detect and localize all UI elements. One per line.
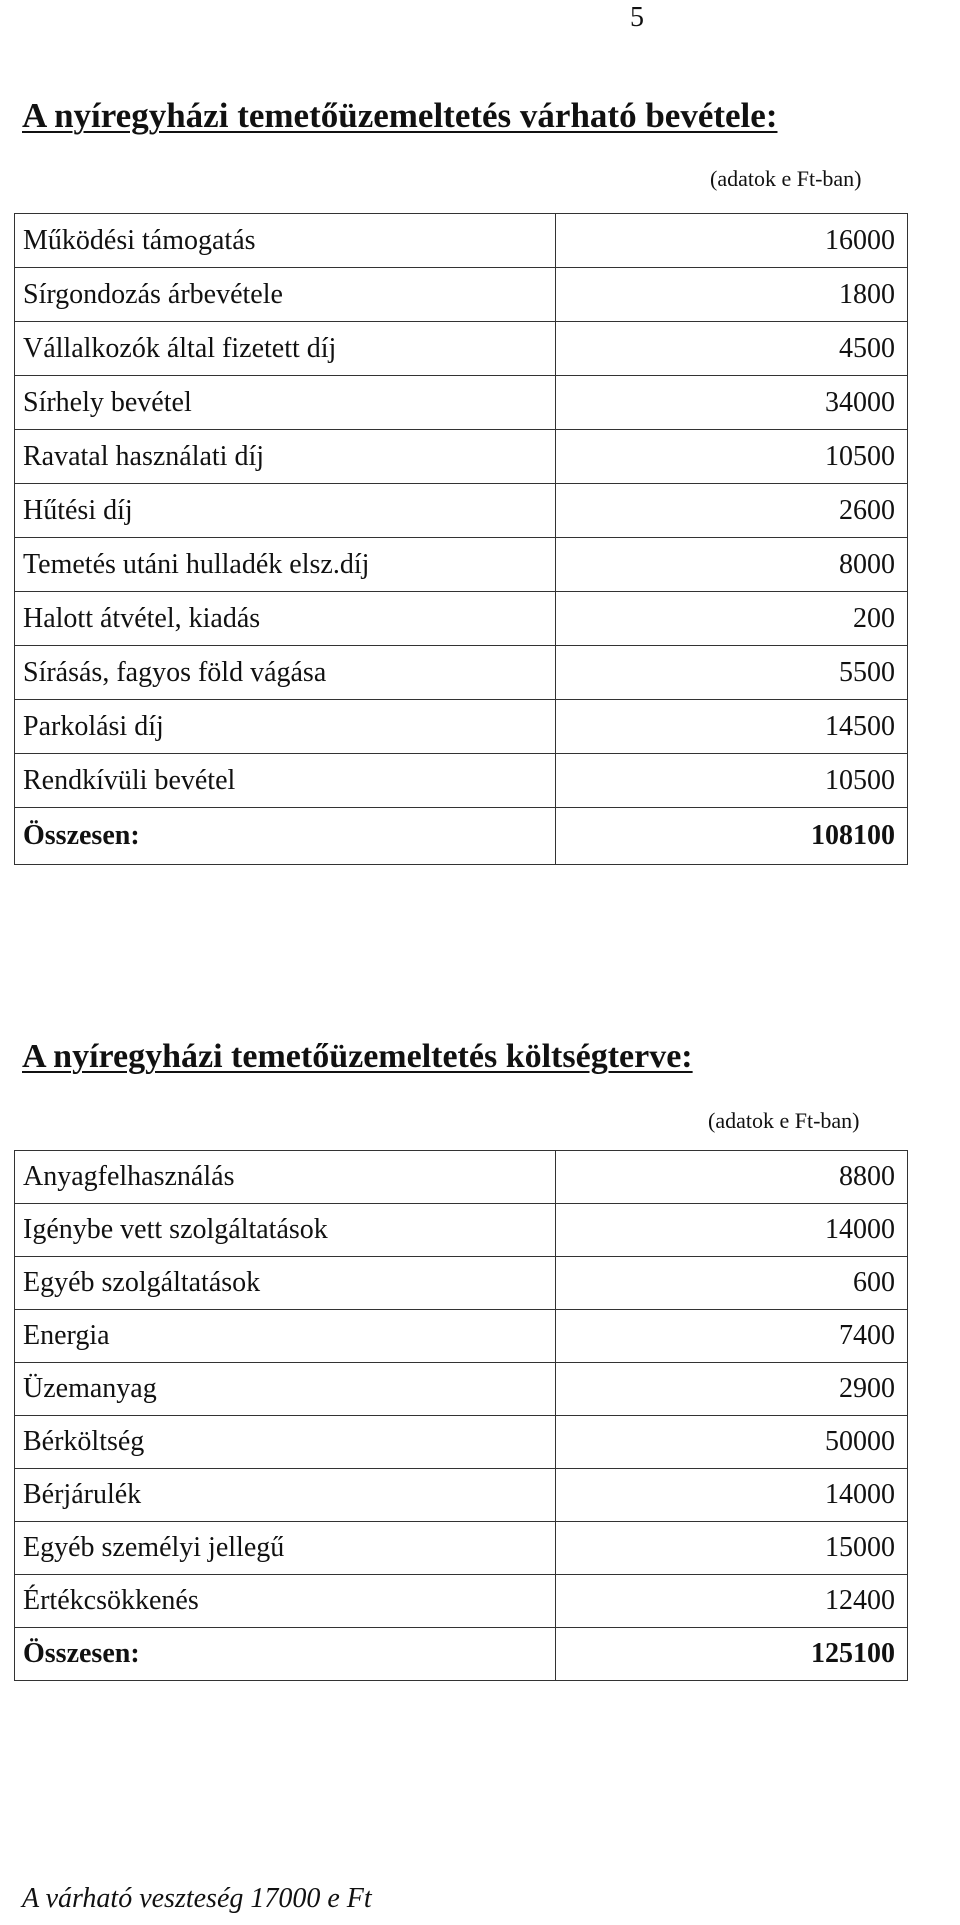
row-value: 2900: [556, 1363, 908, 1416]
row-value: 50000: [556, 1416, 908, 1469]
revenue-unit-note: (adatok e Ft-ban): [710, 166, 862, 191]
revenue-heading: A nyíregyházi temetőüzemeltetés várható bevétele:: [22, 96, 778, 135]
row-label: Működési támogatás: [15, 214, 556, 268]
row-value: 5500: [556, 646, 908, 700]
row-label: Sírásás, fagyos föld vágása: [15, 646, 556, 700]
table-row: [15, 592, 908, 646]
table-row: [15, 1204, 908, 1257]
row-label: Bérköltség: [15, 1416, 556, 1469]
costs-table: [14, 1150, 908, 1681]
table-row: [15, 1469, 908, 1522]
row-value: 8000: [556, 538, 908, 592]
total-value: 108100: [556, 808, 908, 865]
table-row: [15, 268, 908, 322]
row-value: 8800: [556, 1151, 908, 1204]
row-label: Parkolási díj: [15, 700, 556, 754]
row-label: Energia: [15, 1310, 556, 1363]
page-number: 5: [630, 2, 644, 33]
total-label: Összesen:: [15, 1628, 556, 1681]
table-row: [15, 1257, 908, 1310]
table-row: [15, 1151, 908, 1204]
costs-unit-note: (adatok e Ft-ban): [708, 1108, 860, 1133]
table-row: [15, 376, 908, 430]
row-value: 7400: [556, 1310, 908, 1363]
row-value: 200: [556, 592, 908, 646]
total-label: Összesen:: [15, 808, 556, 865]
row-value: 14000: [556, 1469, 908, 1522]
row-label: Sírgondozás árbevétele: [15, 268, 556, 322]
row-value: 12400: [556, 1575, 908, 1628]
row-label: Egyéb személyi jellegű: [15, 1522, 556, 1575]
total-row: [15, 1628, 908, 1681]
row-label: Egyéb szolgáltatások: [15, 1257, 556, 1310]
row-value: 14500: [556, 700, 908, 754]
table-row: [15, 430, 908, 484]
row-value: 10500: [556, 754, 908, 808]
row-label: Sírhely bevétel: [15, 376, 556, 430]
row-label: Igénybe vett szolgáltatások: [15, 1204, 556, 1257]
row-value: 600: [556, 1257, 908, 1310]
row-value: 14000: [556, 1204, 908, 1257]
row-value: 4500: [556, 322, 908, 376]
row-value: 1800: [556, 268, 908, 322]
total-value: 125100: [556, 1628, 908, 1681]
row-label: Vállalkozók által fizetett díj: [15, 322, 556, 376]
table-row: [15, 1416, 908, 1469]
table-row: [15, 1310, 908, 1363]
row-label: Bérjárulék: [15, 1469, 556, 1522]
row-value: 16000: [556, 214, 908, 268]
revenue-table: [14, 213, 908, 865]
table-row: [15, 538, 908, 592]
table-row: [15, 700, 908, 754]
table-row: [15, 1575, 908, 1628]
row-value: 15000: [556, 1522, 908, 1575]
row-label: Ravatal használati díj: [15, 430, 556, 484]
row-label: Temetés utáni hulladék elsz.díj: [15, 538, 556, 592]
expected-loss-note: A várható veszteség 17000 e Ft: [22, 1883, 372, 1914]
table-row: [15, 484, 908, 538]
row-value: 34000: [556, 376, 908, 430]
table-row: [15, 1363, 908, 1416]
costs-heading: A nyíregyházi temetőüzemeltetés költségterve:: [22, 1038, 693, 1075]
table-row: [15, 754, 908, 808]
table-row: [15, 646, 908, 700]
total-row: [15, 808, 908, 865]
row-label: Anyagfelhasználás: [15, 1151, 556, 1204]
row-label: Üzemanyag: [15, 1363, 556, 1416]
row-label: Értékcsökkenés: [15, 1575, 556, 1628]
table-row: [15, 1522, 908, 1575]
row-label: Halott átvétel, kiadás: [15, 592, 556, 646]
row-value: 10500: [556, 430, 908, 484]
table-row: [15, 214, 908, 268]
row-value: 2600: [556, 484, 908, 538]
row-label: Hűtési díj: [15, 484, 556, 538]
row-label: Rendkívüli bevétel: [15, 754, 556, 808]
table-row: [15, 322, 908, 376]
